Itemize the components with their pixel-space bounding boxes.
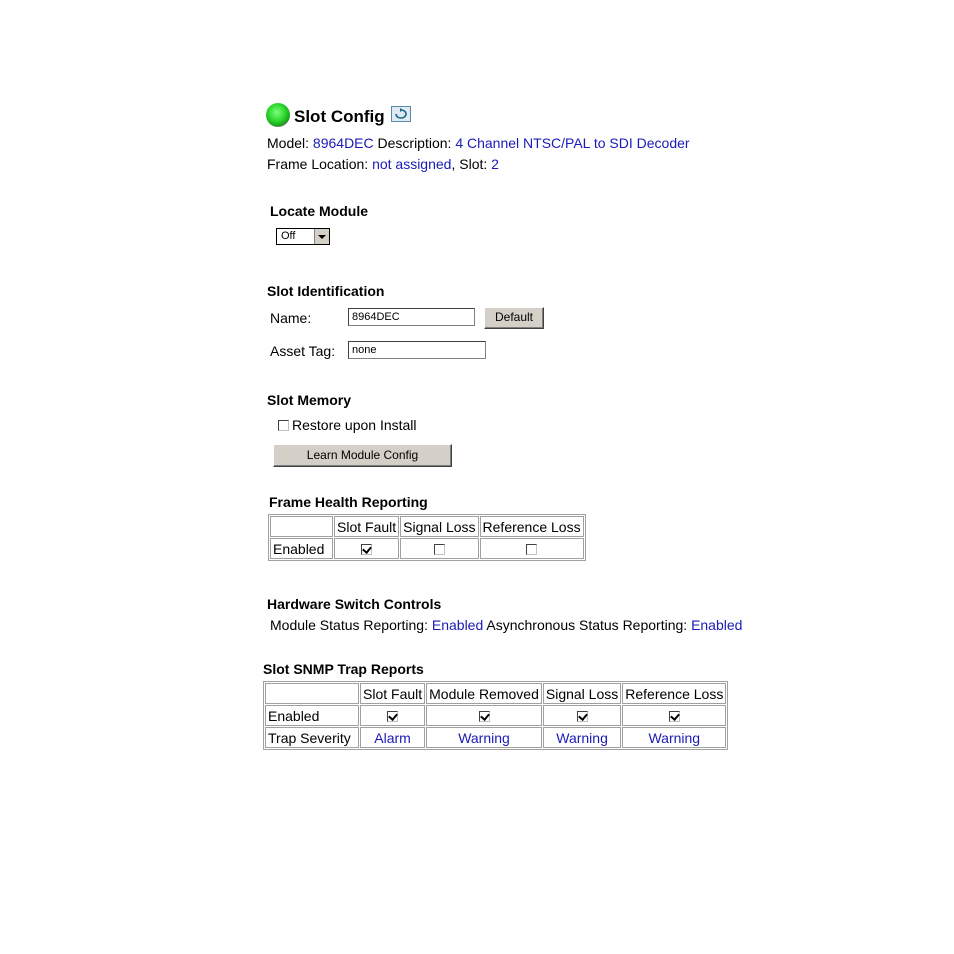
table-header-cell: Reference Loss	[622, 683, 726, 704]
slot-fault-checkbox[interactable]	[361, 544, 372, 555]
table-cell	[360, 705, 425, 726]
row-label: Enabled	[270, 538, 333, 559]
chevron-down-icon[interactable]	[314, 229, 329, 244]
table-cell	[543, 705, 621, 726]
learn-module-config-button[interactable]: Learn Module Config	[273, 444, 452, 467]
table-cell	[622, 705, 726, 726]
slot-label: , Slot:	[451, 156, 488, 172]
restore-upon-install-label: Restore upon Install	[292, 417, 417, 433]
model-line	[267, 135, 690, 151]
module-removed-severity-link[interactable]: Warning	[426, 727, 542, 748]
table-row	[265, 727, 726, 748]
table-header-cell: Slot Fault	[360, 683, 425, 704]
row-label: Enabled	[265, 705, 359, 726]
reference-loss-severity-link[interactable]: Warning	[622, 727, 726, 748]
slot-fault-severity-link[interactable]: Alarm	[360, 727, 425, 748]
table-header-cell: Module Removed	[426, 683, 542, 704]
default-button[interactable]: Default	[484, 307, 544, 329]
frame-location-line	[267, 156, 499, 172]
table-cell	[480, 538, 584, 559]
table-header-row	[270, 516, 584, 537]
table-row	[265, 705, 726, 726]
async-status-label: Asynchronous Status Reporting:	[486, 617, 688, 633]
table-header-cell	[265, 683, 359, 704]
hardware-switch-heading: Hardware Switch Controls	[267, 596, 442, 612]
snmp-heading: Slot SNMP Trap Reports	[263, 661, 424, 677]
description-value: 4 Channel NTSC/PAL to SDI Decoder	[455, 135, 690, 151]
signal-loss-checkbox[interactable]	[434, 544, 445, 555]
table-header-cell: Reference Loss	[480, 516, 584, 537]
snmp-table	[263, 681, 728, 750]
table-header-cell: Signal Loss	[400, 516, 478, 537]
model-label: Model:	[267, 135, 310, 151]
async-status-value: Enabled	[691, 617, 743, 633]
table-header-cell: Signal Loss	[543, 683, 621, 704]
slot-identification-heading: Slot Identification	[267, 283, 385, 299]
slot-value: 2	[491, 156, 499, 172]
locate-module-heading: Locate Module	[270, 203, 369, 219]
slot-memory-heading: Slot Memory	[267, 392, 352, 408]
name-input[interactable]	[348, 308, 475, 326]
reference-loss-checkbox[interactable]	[526, 544, 537, 555]
asset-tag-input[interactable]	[348, 341, 486, 359]
description-label: Description:	[377, 135, 452, 151]
signal-loss-severity-link[interactable]: Warning	[543, 727, 621, 748]
row-label: Trap Severity	[265, 727, 359, 748]
module-status-value: Enabled	[431, 617, 484, 633]
page-title: Slot Config	[294, 107, 385, 126]
frame-health-table	[268, 514, 586, 561]
locate-module-select[interactable]	[276, 228, 330, 245]
asset-tag-label: Asset Tag:	[270, 343, 336, 359]
hardware-switch-line	[270, 617, 742, 633]
snmp-signal-loss-checkbox[interactable]	[577, 711, 588, 722]
frame-health-heading: Frame Health Reporting	[269, 494, 428, 510]
table-header-cell: Slot Fault	[334, 516, 399, 537]
locate-module-value: Off	[281, 230, 296, 242]
name-label: Name:	[270, 310, 312, 326]
table-cell	[334, 538, 399, 559]
restore-upon-install-checkbox[interactable]	[278, 420, 289, 431]
table-header-cell	[270, 516, 333, 537]
module-status-label: Module Status Reporting:	[270, 617, 428, 633]
table-cell	[400, 538, 478, 559]
snmp-reference-loss-checkbox[interactable]	[669, 711, 680, 722]
table-row	[270, 538, 584, 559]
table-header-row	[265, 683, 726, 704]
model-value: 8964DEC	[312, 135, 374, 151]
refresh-icon[interactable]	[391, 106, 411, 122]
snmp-module-removed-checkbox[interactable]	[479, 711, 490, 722]
snmp-slot-fault-checkbox[interactable]	[387, 711, 398, 722]
status-led-icon	[266, 103, 290, 127]
table-cell	[426, 705, 542, 726]
frame-location-label: Frame Location:	[267, 156, 369, 172]
frame-location-link[interactable]: not assigned	[372, 156, 452, 172]
